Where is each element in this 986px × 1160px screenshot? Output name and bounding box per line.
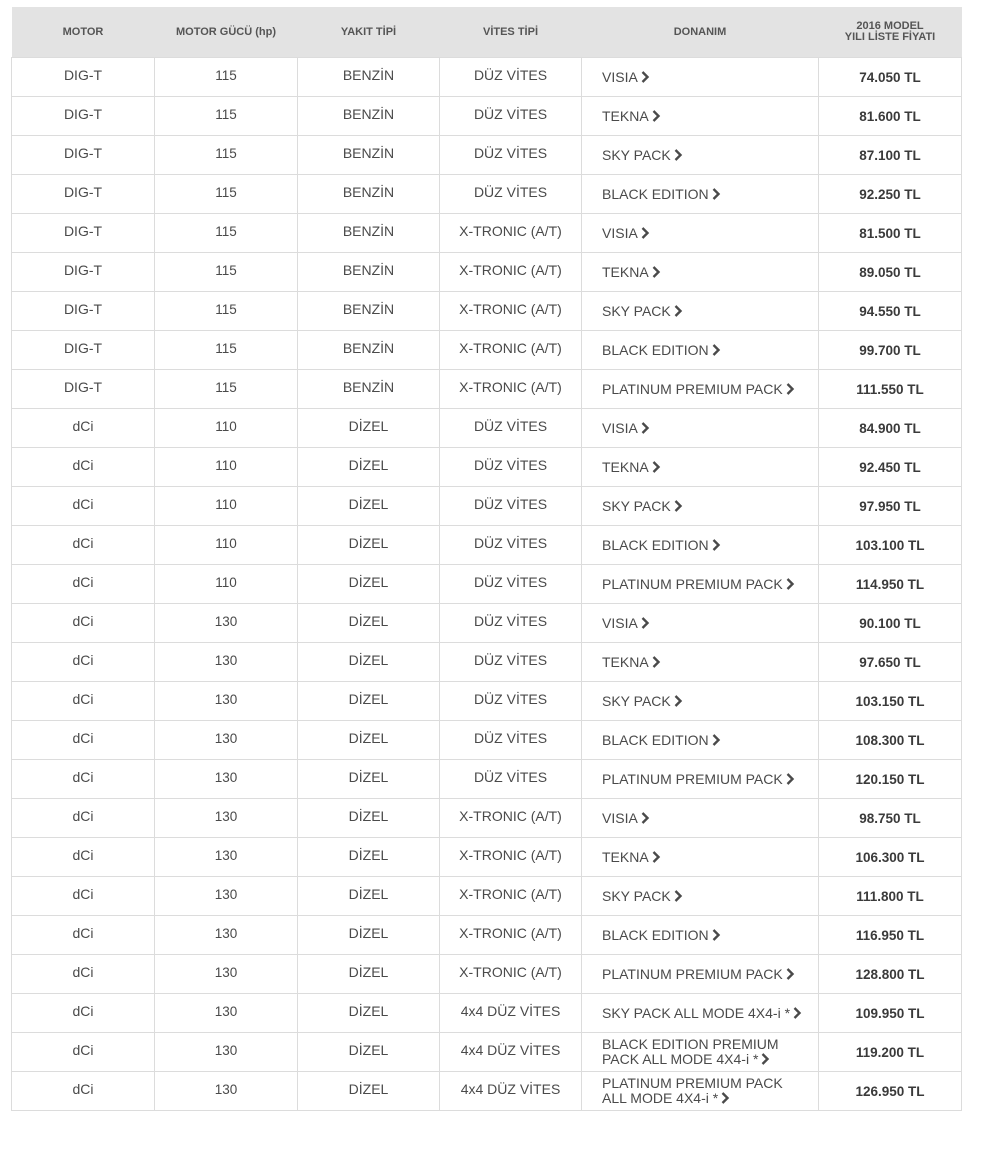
header-fuel: YAKIT TİPİ bbox=[298, 7, 440, 58]
trim-label: BLACK EDITION bbox=[602, 926, 709, 943]
cell-fuel: DİZEL bbox=[298, 994, 440, 1033]
table-row bbox=[12, 721, 962, 760]
cell-price: 92.450 TL bbox=[819, 448, 962, 487]
table-row bbox=[12, 1072, 962, 1111]
cell-fuel: DİZEL bbox=[298, 1033, 440, 1072]
cell-price: 128.800 TL bbox=[819, 955, 962, 994]
cell-price: 81.600 TL bbox=[819, 97, 962, 136]
cell-fuel: DİZEL bbox=[298, 721, 440, 760]
cell-power: 130 bbox=[155, 682, 298, 721]
cell-fuel: BENZİN bbox=[298, 292, 440, 331]
cell-price: 90.100 TL bbox=[819, 604, 962, 643]
cell-price: 97.950 TL bbox=[819, 487, 962, 526]
chevron-right-icon bbox=[641, 812, 650, 824]
table-row bbox=[12, 760, 962, 799]
cell-fuel: DİZEL bbox=[298, 838, 440, 877]
chevron-right-icon bbox=[712, 344, 721, 356]
cell-price: 120.150 TL bbox=[819, 760, 962, 799]
cell-price: 103.100 TL bbox=[819, 526, 962, 565]
chevron-right-icon bbox=[641, 617, 650, 629]
cell-fuel: DİZEL bbox=[298, 487, 440, 526]
cell-price: 111.550 TL bbox=[819, 370, 962, 409]
cell-trim bbox=[582, 331, 819, 370]
cell-price: 87.100 TL bbox=[819, 136, 962, 175]
trim-link[interactable] bbox=[602, 966, 795, 982]
cell-price: 103.150 TL bbox=[819, 682, 962, 721]
trim-link[interactable] bbox=[602, 732, 721, 748]
cell-motor: dCi bbox=[12, 838, 155, 877]
table-row bbox=[12, 877, 962, 916]
chevron-right-icon bbox=[721, 1092, 730, 1104]
chevron-right-icon bbox=[674, 890, 683, 902]
cell-power: 130 bbox=[155, 1033, 298, 1072]
table-row bbox=[12, 604, 962, 643]
trim-link[interactable] bbox=[602, 888, 683, 904]
cell-gear: DÜZ VİTES bbox=[440, 682, 582, 721]
trim-label: VISIA bbox=[602, 68, 638, 85]
cell-motor: dCi bbox=[12, 565, 155, 604]
cell-gear: DÜZ VİTES bbox=[440, 409, 582, 448]
table-row bbox=[12, 331, 962, 370]
cell-fuel: DİZEL bbox=[298, 682, 440, 721]
cell-price: 106.300 TL bbox=[819, 838, 962, 877]
cell-gear: 4x4 DÜZ VİTES bbox=[440, 1072, 582, 1111]
cell-motor: dCi bbox=[12, 643, 155, 682]
cell-gear: DÜZ VİTES bbox=[440, 175, 582, 214]
chevron-right-icon bbox=[786, 773, 795, 785]
cell-trim bbox=[582, 253, 819, 292]
trim-link[interactable] bbox=[602, 927, 721, 943]
cell-fuel: BENZİN bbox=[298, 370, 440, 409]
cell-price: 111.800 TL bbox=[819, 877, 962, 916]
cell-trim bbox=[582, 994, 819, 1033]
trim-link[interactable] bbox=[602, 108, 661, 124]
table-row bbox=[12, 214, 962, 253]
trim-label: TEKNA bbox=[602, 107, 649, 124]
cell-price: 98.750 TL bbox=[819, 799, 962, 838]
cell-fuel: BENZİN bbox=[298, 175, 440, 214]
cell-motor: dCi bbox=[12, 487, 155, 526]
table-row bbox=[12, 448, 962, 487]
table-row bbox=[12, 955, 962, 994]
cell-power: 130 bbox=[155, 799, 298, 838]
chevron-right-icon bbox=[652, 461, 661, 473]
trim-label: TEKNA bbox=[602, 458, 649, 475]
cell-gear: 4x4 DÜZ VİTES bbox=[440, 1033, 582, 1072]
cell-trim bbox=[582, 799, 819, 838]
cell-power: 130 bbox=[155, 994, 298, 1033]
trim-label: SKY PACK bbox=[602, 497, 671, 514]
table-row bbox=[12, 253, 962, 292]
cell-fuel: DİZEL bbox=[298, 1072, 440, 1111]
trim-label: SKY PACK bbox=[602, 692, 671, 709]
cell-motor: dCi bbox=[12, 604, 155, 643]
cell-gear: X-TRONIC (A/T) bbox=[440, 331, 582, 370]
cell-trim bbox=[582, 916, 819, 955]
cell-power: 110 bbox=[155, 487, 298, 526]
cell-trim bbox=[582, 838, 819, 877]
cell-motor: dCi bbox=[12, 409, 155, 448]
cell-power: 115 bbox=[155, 292, 298, 331]
cell-fuel: BENZİN bbox=[298, 97, 440, 136]
cell-trim bbox=[582, 877, 819, 916]
cell-trim bbox=[582, 97, 819, 136]
cell-power: 115 bbox=[155, 253, 298, 292]
cell-trim bbox=[582, 292, 819, 331]
trim-link[interactable] bbox=[602, 69, 650, 85]
cell-trim bbox=[582, 721, 819, 760]
table-row bbox=[12, 838, 962, 877]
trim-link[interactable] bbox=[602, 615, 650, 631]
header-price bbox=[819, 7, 962, 58]
cell-price: 94.550 TL bbox=[819, 292, 962, 331]
trim-link[interactable] bbox=[602, 576, 795, 592]
cell-trim bbox=[582, 565, 819, 604]
cell-motor: dCi bbox=[12, 916, 155, 955]
chevron-right-icon bbox=[712, 929, 721, 941]
cell-fuel: DİZEL bbox=[298, 448, 440, 487]
chevron-right-icon bbox=[674, 695, 683, 707]
trim-link[interactable] bbox=[602, 771, 795, 787]
chevron-right-icon bbox=[786, 968, 795, 980]
trim-link[interactable] bbox=[602, 810, 650, 826]
cell-motor: dCi bbox=[12, 721, 155, 760]
trim-label: VISIA bbox=[602, 224, 638, 241]
cell-power: 130 bbox=[155, 916, 298, 955]
trim-label: TEKNA bbox=[602, 263, 649, 280]
table-row bbox=[12, 799, 962, 838]
cell-trim bbox=[582, 136, 819, 175]
chevron-right-icon bbox=[652, 110, 661, 122]
cell-motor: dCi bbox=[12, 1072, 155, 1111]
chevron-right-icon bbox=[652, 656, 661, 668]
chevron-right-icon bbox=[786, 578, 795, 590]
cell-fuel: DİZEL bbox=[298, 799, 440, 838]
table-body bbox=[12, 58, 962, 1111]
chevron-right-icon bbox=[641, 422, 650, 434]
cell-gear: DÜZ VİTES bbox=[440, 97, 582, 136]
trim-link[interactable] bbox=[602, 849, 661, 865]
chevron-right-icon bbox=[674, 500, 683, 512]
cell-gear: X-TRONIC (A/T) bbox=[440, 292, 582, 331]
table-row bbox=[12, 565, 962, 604]
trim-link[interactable] bbox=[602, 459, 661, 475]
cell-motor: dCi bbox=[12, 526, 155, 565]
cell-price: 74.050 TL bbox=[819, 58, 962, 97]
cell-trim bbox=[582, 370, 819, 409]
cell-trim bbox=[582, 448, 819, 487]
cell-motor: DIG-T bbox=[12, 97, 155, 136]
trim-link[interactable] bbox=[602, 654, 661, 670]
header-trim: DONANIM bbox=[582, 7, 819, 58]
cell-power: 115 bbox=[155, 370, 298, 409]
trim-label: BLACK EDITION bbox=[602, 185, 709, 202]
cell-power: 115 bbox=[155, 136, 298, 175]
cell-price: 89.050 TL bbox=[819, 253, 962, 292]
trim-label: TEKNA bbox=[602, 848, 649, 865]
cell-power: 115 bbox=[155, 214, 298, 253]
trim-label: SKY PACK ALL MODE 4X4-i * bbox=[602, 1004, 791, 1021]
trim-label: BLACK EDITION bbox=[602, 341, 709, 358]
cell-motor: dCi bbox=[12, 955, 155, 994]
trim-label: PLATINUM PREMIUM PACK bbox=[602, 770, 783, 787]
table-header bbox=[12, 7, 962, 58]
cell-power: 130 bbox=[155, 955, 298, 994]
cell-price: 81.500 TL bbox=[819, 214, 962, 253]
cell-gear: X-TRONIC (A/T) bbox=[440, 370, 582, 409]
cell-trim bbox=[582, 760, 819, 799]
trim-label: PLATINUM PREMIUM PACK bbox=[602, 965, 783, 982]
chevron-right-icon bbox=[674, 305, 683, 317]
cell-fuel: DİZEL bbox=[298, 760, 440, 799]
trim-link[interactable] bbox=[602, 264, 661, 280]
trim-label: SKY PACK bbox=[602, 887, 671, 904]
cell-gear: DÜZ VİTES bbox=[440, 643, 582, 682]
cell-gear: DÜZ VİTES bbox=[440, 526, 582, 565]
table-row bbox=[12, 58, 962, 97]
cell-motor: DIG-T bbox=[12, 370, 155, 409]
trim-link[interactable] bbox=[602, 381, 795, 397]
cell-power: 130 bbox=[155, 604, 298, 643]
table-row bbox=[12, 643, 962, 682]
cell-power: 110 bbox=[155, 409, 298, 448]
cell-trim bbox=[582, 58, 819, 97]
trim-label: PLATINUM PREMIUM PACK ALL MODE 4X4-i * bbox=[602, 1075, 783, 1106]
cell-power: 130 bbox=[155, 721, 298, 760]
header-gear: VİTES TİPİ bbox=[440, 7, 582, 58]
cell-fuel: DİZEL bbox=[298, 877, 440, 916]
cell-power: 130 bbox=[155, 838, 298, 877]
trim-link[interactable] bbox=[602, 693, 683, 709]
cell-gear: X-TRONIC (A/T) bbox=[440, 214, 582, 253]
cell-fuel: DİZEL bbox=[298, 643, 440, 682]
table-row bbox=[12, 292, 962, 331]
cell-price: 114.950 TL bbox=[819, 565, 962, 604]
cell-price: 92.250 TL bbox=[819, 175, 962, 214]
chevron-right-icon bbox=[761, 1053, 770, 1065]
trim-link[interactable] bbox=[602, 186, 721, 202]
cell-trim bbox=[582, 175, 819, 214]
chevron-right-icon bbox=[652, 266, 661, 278]
cell-fuel: BENZİN bbox=[298, 253, 440, 292]
cell-gear: DÜZ VİTES bbox=[440, 565, 582, 604]
cell-fuel: DİZEL bbox=[298, 916, 440, 955]
cell-gear: 4x4 DÜZ VİTES bbox=[440, 994, 582, 1033]
cell-power: 110 bbox=[155, 526, 298, 565]
cell-motor: dCi bbox=[12, 994, 155, 1033]
table-row bbox=[12, 916, 962, 955]
cell-power: 130 bbox=[155, 643, 298, 682]
trim-label: TEKNA bbox=[602, 653, 649, 670]
trim-label: SKY PACK bbox=[602, 302, 671, 319]
cell-power: 115 bbox=[155, 331, 298, 370]
cell-gear: DÜZ VİTES bbox=[440, 58, 582, 97]
cell-motor: DIG-T bbox=[12, 136, 155, 175]
chevron-right-icon bbox=[786, 383, 795, 395]
table-row bbox=[12, 1033, 962, 1072]
header-power: MOTOR GÜCÜ (hp) bbox=[155, 7, 298, 58]
header-row bbox=[12, 7, 962, 58]
cell-fuel: DİZEL bbox=[298, 565, 440, 604]
cell-trim bbox=[582, 955, 819, 994]
trim-link[interactable] bbox=[602, 1075, 783, 1106]
trim-link[interactable] bbox=[602, 1005, 802, 1021]
cell-trim bbox=[582, 409, 819, 448]
cell-trim bbox=[582, 682, 819, 721]
cell-gear: DÜZ VİTES bbox=[440, 487, 582, 526]
trim-label: SKY PACK bbox=[602, 146, 671, 163]
cell-fuel: BENZİN bbox=[298, 136, 440, 175]
cell-power: 110 bbox=[155, 565, 298, 604]
cell-fuel: BENZİN bbox=[298, 331, 440, 370]
cell-trim bbox=[582, 214, 819, 253]
cell-price: 119.200 TL bbox=[819, 1033, 962, 1072]
cell-motor: DIG-T bbox=[12, 253, 155, 292]
trim-link[interactable] bbox=[602, 537, 721, 553]
cell-price: 116.950 TL bbox=[819, 916, 962, 955]
trim-label: BLACK EDITION bbox=[602, 536, 709, 553]
chevron-right-icon bbox=[712, 188, 721, 200]
cell-gear: X-TRONIC (A/T) bbox=[440, 955, 582, 994]
cell-price: 108.300 TL bbox=[819, 721, 962, 760]
trim-label: VISIA bbox=[602, 419, 638, 436]
trim-link[interactable] bbox=[602, 342, 721, 358]
cell-motor: dCi bbox=[12, 682, 155, 721]
chevron-right-icon bbox=[712, 539, 721, 551]
cell-fuel: BENZİN bbox=[298, 58, 440, 97]
table-row bbox=[12, 175, 962, 214]
cell-gear: X-TRONIC (A/T) bbox=[440, 253, 582, 292]
header-price-line2: YILI LİSTE FİYATI bbox=[844, 31, 936, 43]
cell-power: 130 bbox=[155, 877, 298, 916]
cell-trim bbox=[582, 1033, 819, 1072]
cell-motor: dCi bbox=[12, 877, 155, 916]
cell-gear: DÜZ VİTES bbox=[440, 136, 582, 175]
cell-fuel: DİZEL bbox=[298, 955, 440, 994]
trim-label: BLACK EDITION PREMIUM PACK ALL MODE 4X4-i * bbox=[602, 1036, 779, 1067]
cell-gear: X-TRONIC (A/T) bbox=[440, 916, 582, 955]
trim-label: VISIA bbox=[602, 809, 638, 826]
trim-link[interactable] bbox=[602, 498, 683, 514]
chevron-right-icon bbox=[641, 227, 650, 239]
trim-label: VISIA bbox=[602, 614, 638, 631]
cell-motor: dCi bbox=[12, 448, 155, 487]
price-list-table bbox=[11, 7, 962, 1111]
cell-motor: DIG-T bbox=[12, 175, 155, 214]
table-row bbox=[12, 994, 962, 1033]
cell-power: 115 bbox=[155, 97, 298, 136]
cell-motor: DIG-T bbox=[12, 292, 155, 331]
table-row bbox=[12, 487, 962, 526]
chevron-right-icon bbox=[652, 851, 661, 863]
cell-power: 115 bbox=[155, 58, 298, 97]
cell-power: 130 bbox=[155, 760, 298, 799]
cell-motor: dCi bbox=[12, 1033, 155, 1072]
cell-trim bbox=[582, 1072, 819, 1111]
trim-link[interactable] bbox=[602, 303, 683, 319]
cell-fuel: DİZEL bbox=[298, 409, 440, 448]
header-motor: MOTOR bbox=[12, 7, 155, 58]
table-row bbox=[12, 97, 962, 136]
cell-gear: DÜZ VİTES bbox=[440, 448, 582, 487]
chevron-right-icon bbox=[712, 734, 721, 746]
table-row bbox=[12, 526, 962, 565]
cell-gear: DÜZ VİTES bbox=[440, 604, 582, 643]
cell-motor: DIG-T bbox=[12, 214, 155, 253]
trim-link[interactable] bbox=[602, 1036, 779, 1067]
chevron-right-icon bbox=[641, 71, 650, 83]
table-row bbox=[12, 370, 962, 409]
header-price-line1: 2016 MODEL bbox=[856, 20, 924, 32]
cell-price: 99.700 TL bbox=[819, 331, 962, 370]
cell-motor: dCi bbox=[12, 760, 155, 799]
chevron-right-icon bbox=[793, 1007, 802, 1019]
cell-gear: X-TRONIC (A/T) bbox=[440, 838, 582, 877]
cell-gear: X-TRONIC (A/T) bbox=[440, 877, 582, 916]
cell-power: 110 bbox=[155, 448, 298, 487]
cell-gear: X-TRONIC (A/T) bbox=[440, 799, 582, 838]
cell-motor: DIG-T bbox=[12, 58, 155, 97]
cell-trim bbox=[582, 643, 819, 682]
table-row bbox=[12, 682, 962, 721]
cell-trim bbox=[582, 526, 819, 565]
table-row bbox=[12, 409, 962, 448]
cell-price: 97.650 TL bbox=[819, 643, 962, 682]
trim-link[interactable] bbox=[602, 225, 650, 241]
cell-trim bbox=[582, 487, 819, 526]
trim-link[interactable] bbox=[602, 420, 650, 436]
cell-motor: dCi bbox=[12, 799, 155, 838]
cell-price: 109.950 TL bbox=[819, 994, 962, 1033]
trim-link[interactable] bbox=[602, 147, 683, 163]
cell-trim bbox=[582, 604, 819, 643]
trim-label: PLATINUM PREMIUM PACK bbox=[602, 380, 783, 397]
cell-fuel: BENZİN bbox=[298, 214, 440, 253]
trim-label: BLACK EDITION bbox=[602, 731, 709, 748]
cell-price: 84.900 TL bbox=[819, 409, 962, 448]
cell-price: 126.950 TL bbox=[819, 1072, 962, 1111]
cell-gear: DÜZ VİTES bbox=[440, 721, 582, 760]
cell-power: 130 bbox=[155, 1072, 298, 1111]
cell-fuel: DİZEL bbox=[298, 526, 440, 565]
cell-motor: DIG-T bbox=[12, 331, 155, 370]
cell-fuel: DİZEL bbox=[298, 604, 440, 643]
cell-gear: DÜZ VİTES bbox=[440, 760, 582, 799]
chevron-right-icon bbox=[674, 149, 683, 161]
cell-power: 115 bbox=[155, 175, 298, 214]
trim-label: PLATINUM PREMIUM PACK bbox=[602, 575, 783, 592]
table-row bbox=[12, 136, 962, 175]
